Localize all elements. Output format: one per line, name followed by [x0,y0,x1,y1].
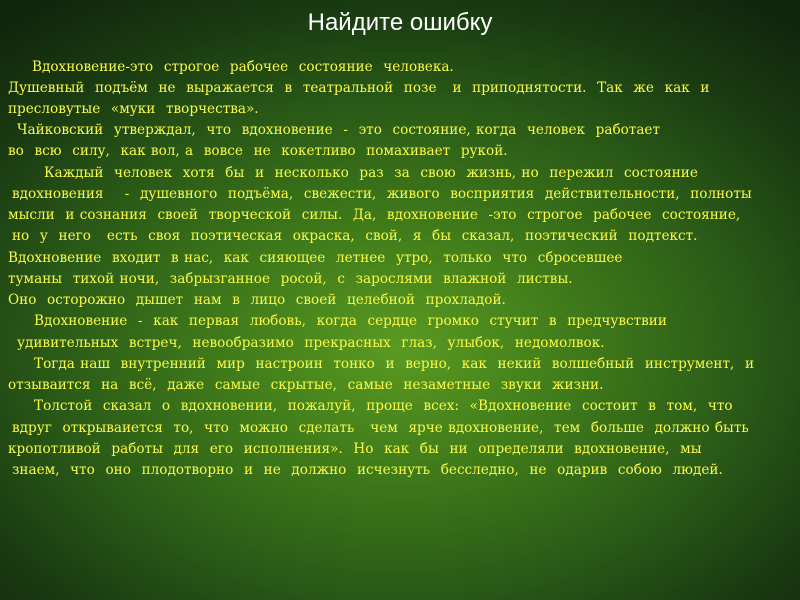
text-line: кропотливой работы для его исполнения». Но как бы ни определяли вдохновение, мы [8,441,702,457]
text-line: пресловутые «муки творчества». [8,101,259,117]
text-line: вдруг открываиется то, что можно сделать чем ярче вдохновение, тем больше должно быть [12,420,749,436]
text-line: Вдохновение входит в нас, как сияющее летнее утро, только что сбросевшее [8,250,623,266]
text-line: знаем, что оно плодотворно и не должно исчезнуть бесследно, не одарив собою людей. [12,462,723,478]
text-line: отзываится на всё, даже самые скрытые, самые незаметные звуки жизни. [8,377,604,393]
text-line: Вдохновение - как первая любовь, когда сердце громко стучит в предчувствии [34,313,667,329]
text-line: Вдохновение-это строгое рабочее состояние человека. [32,59,454,75]
text-line: Чайковский утверждал, что вдохновение - это состояние, когда человек работает [17,122,660,138]
text-line: Тогда наш внутренний мир настроин тонко и верно, как некий волшебный инструмент, и [34,356,754,372]
text-line: во всю силу, как вол, а вовсе не кокетливо помахивает рукой. [8,143,508,159]
text-line: Душевный подъём не выражается в театральной позе и приподнятости. Так же как и [8,80,710,96]
text-line: но у него есть своя поэтическая окраска, свой, я бы сказал, поэтический подтекст. [12,228,698,244]
text-line: туманы тихой ночи, забрызганное росой, с зарослями влажной листвы. [8,271,573,287]
text-line: Оно осторожно дышет нам в лицо своей целебной прохладой. [8,292,506,308]
text-line: мысли и сознания своей творческой силы. Да, вдохновение -это строгое рабочее состояние, [8,207,741,223]
slide-title: Найдите ошибку [307,9,493,36]
text-line: Толстой сказал о вдохновении, пожалуй, проще всех: «Вдохновение состоит в том, что [34,398,733,414]
text-line: Каждый человек хотя бы и несколько раз за свою жизнь, но пережил состояние [44,165,698,181]
text-line: удивительных встреч, невообразимо прекрасных глаз, улыбок, недомолвок. [17,335,605,351]
text-line: вдохновения - душевного подъёма, свежести, живого восприятия действительности, полноты [12,186,752,202]
